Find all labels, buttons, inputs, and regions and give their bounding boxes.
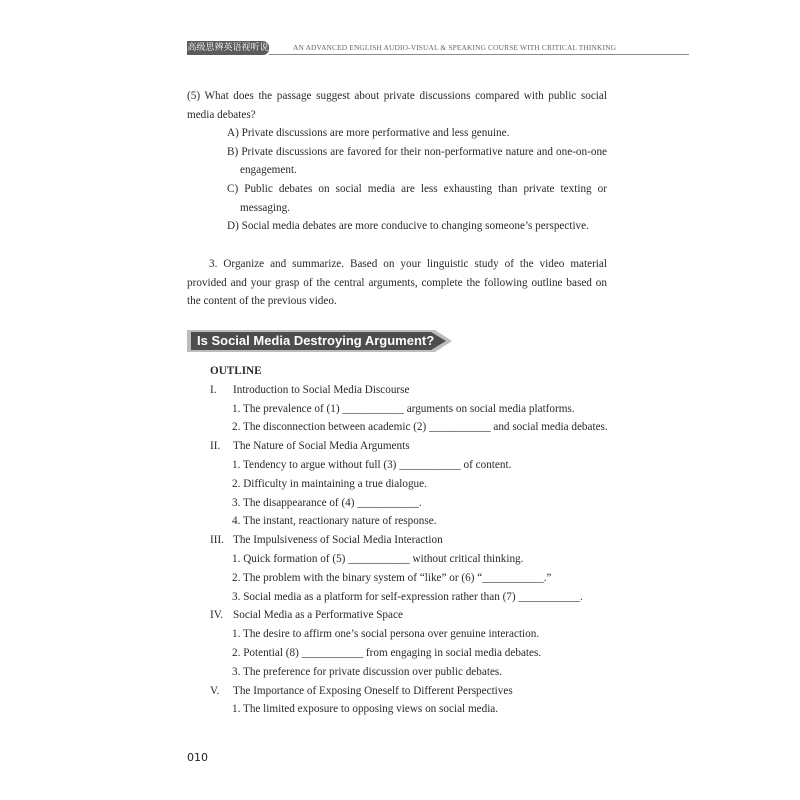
section-banner xyxy=(187,330,452,352)
page-number: 010 xyxy=(187,751,208,764)
outline-item: 2. Difficulty in maintaining a true dialogue. xyxy=(232,477,427,490)
option-a: A) Private discussions are more performative and less genuine. xyxy=(227,127,510,140)
option-c-continued: messaging. xyxy=(240,201,291,214)
outline-item: 1. Tendency to argue without full (3) ___________ of content. xyxy=(232,458,512,471)
section-numeral: III. xyxy=(210,534,224,547)
header-rule xyxy=(269,54,689,55)
banner-title: Is Social Media Destroying Argument? xyxy=(197,333,435,348)
question-5 xyxy=(187,87,607,236)
task-3-line-1: 3. Organize and summarize. Based on your linguistic study of the video material xyxy=(209,258,607,270)
outline-item: 3. Social media as a platform for self-expression rather than (7) ___________. xyxy=(232,590,583,603)
outline-section-heading xyxy=(210,381,610,400)
outline-item: 2. Potential (8) ___________ from engaging in social media debates. xyxy=(232,646,542,659)
book-subtitle: AN ADVANCED ENGLISH AUDIO-VISUAL & SPEAKING COURSE WITH CRITICAL THINKING xyxy=(293,43,617,52)
outline-item: 1. The limited exposure to opposing views on social media. xyxy=(232,703,499,716)
outline-sections xyxy=(210,381,610,719)
outline-item: 4. The instant, reactionary nature of response. xyxy=(232,515,437,528)
outline-section-heading xyxy=(210,437,610,456)
section-heading-text: The Importance of Exposing Oneself to Different Perspectives xyxy=(233,684,513,697)
outline-section-heading xyxy=(210,531,610,550)
option-b-continued: engagement. xyxy=(240,164,297,177)
outline-item: 1. Quick formation of (5) ___________ without critical thinking. xyxy=(232,552,524,565)
option-c: C) Public debates on social media are less exhausting than private texting or xyxy=(227,182,607,195)
outline xyxy=(210,362,610,719)
outline-item: 3. The preference for private discussion over public debates. xyxy=(232,665,503,678)
outline-item: 1. The desire to affirm one’s social persona over genuine interaction. xyxy=(232,628,540,641)
outline-item: 3. The disappearance of (4) ___________. xyxy=(232,496,422,509)
outline-item: 2. The disconnection between academic (2) ___________ and social media debates. xyxy=(232,421,608,434)
outline-item: 1. The prevalence of (1) ___________ arguments on social media platforms. xyxy=(232,402,575,415)
outline-section-heading xyxy=(210,606,610,625)
section-numeral: V. xyxy=(210,684,220,697)
task-3-instructions xyxy=(187,255,607,311)
task-3-line-2: provided and your grasp of the central arguments, complete the following outline based on xyxy=(187,276,607,289)
question-stem-line-2: media debates? xyxy=(187,108,256,121)
book-title-tab: 高级思辨英语视听说 xyxy=(187,43,269,53)
task-3-line-3: the content of the previous video. xyxy=(187,295,337,308)
option-d: D) Social media debates are more conducive to changing someone’s perspective. xyxy=(227,220,589,233)
section-heading-text: The Nature of Social Media Arguments xyxy=(233,440,410,453)
section-heading-text: Introduction to Social Media Discourse xyxy=(233,383,410,396)
running-header xyxy=(187,41,617,55)
section-heading-text: The Impulsiveness of Social Media Interaction xyxy=(233,534,443,547)
question-stem-line-1: (5) What does the passage suggest about private discussions compared with public social xyxy=(187,90,607,102)
section-numeral: II. xyxy=(210,440,221,453)
outline-section-heading xyxy=(210,682,610,701)
section-numeral: I. xyxy=(210,383,217,396)
section-heading-text: Social Media as a Performative Space xyxy=(233,609,403,622)
section-numeral: IV. xyxy=(210,609,224,622)
option-b: B) Private discussions are favored for their non-performative nature and one-on-one xyxy=(227,145,607,158)
outline-title: OUTLINE xyxy=(210,365,262,377)
outline-item: 2. The problem with the binary system of “like” or (6) “___________.” xyxy=(232,571,552,584)
